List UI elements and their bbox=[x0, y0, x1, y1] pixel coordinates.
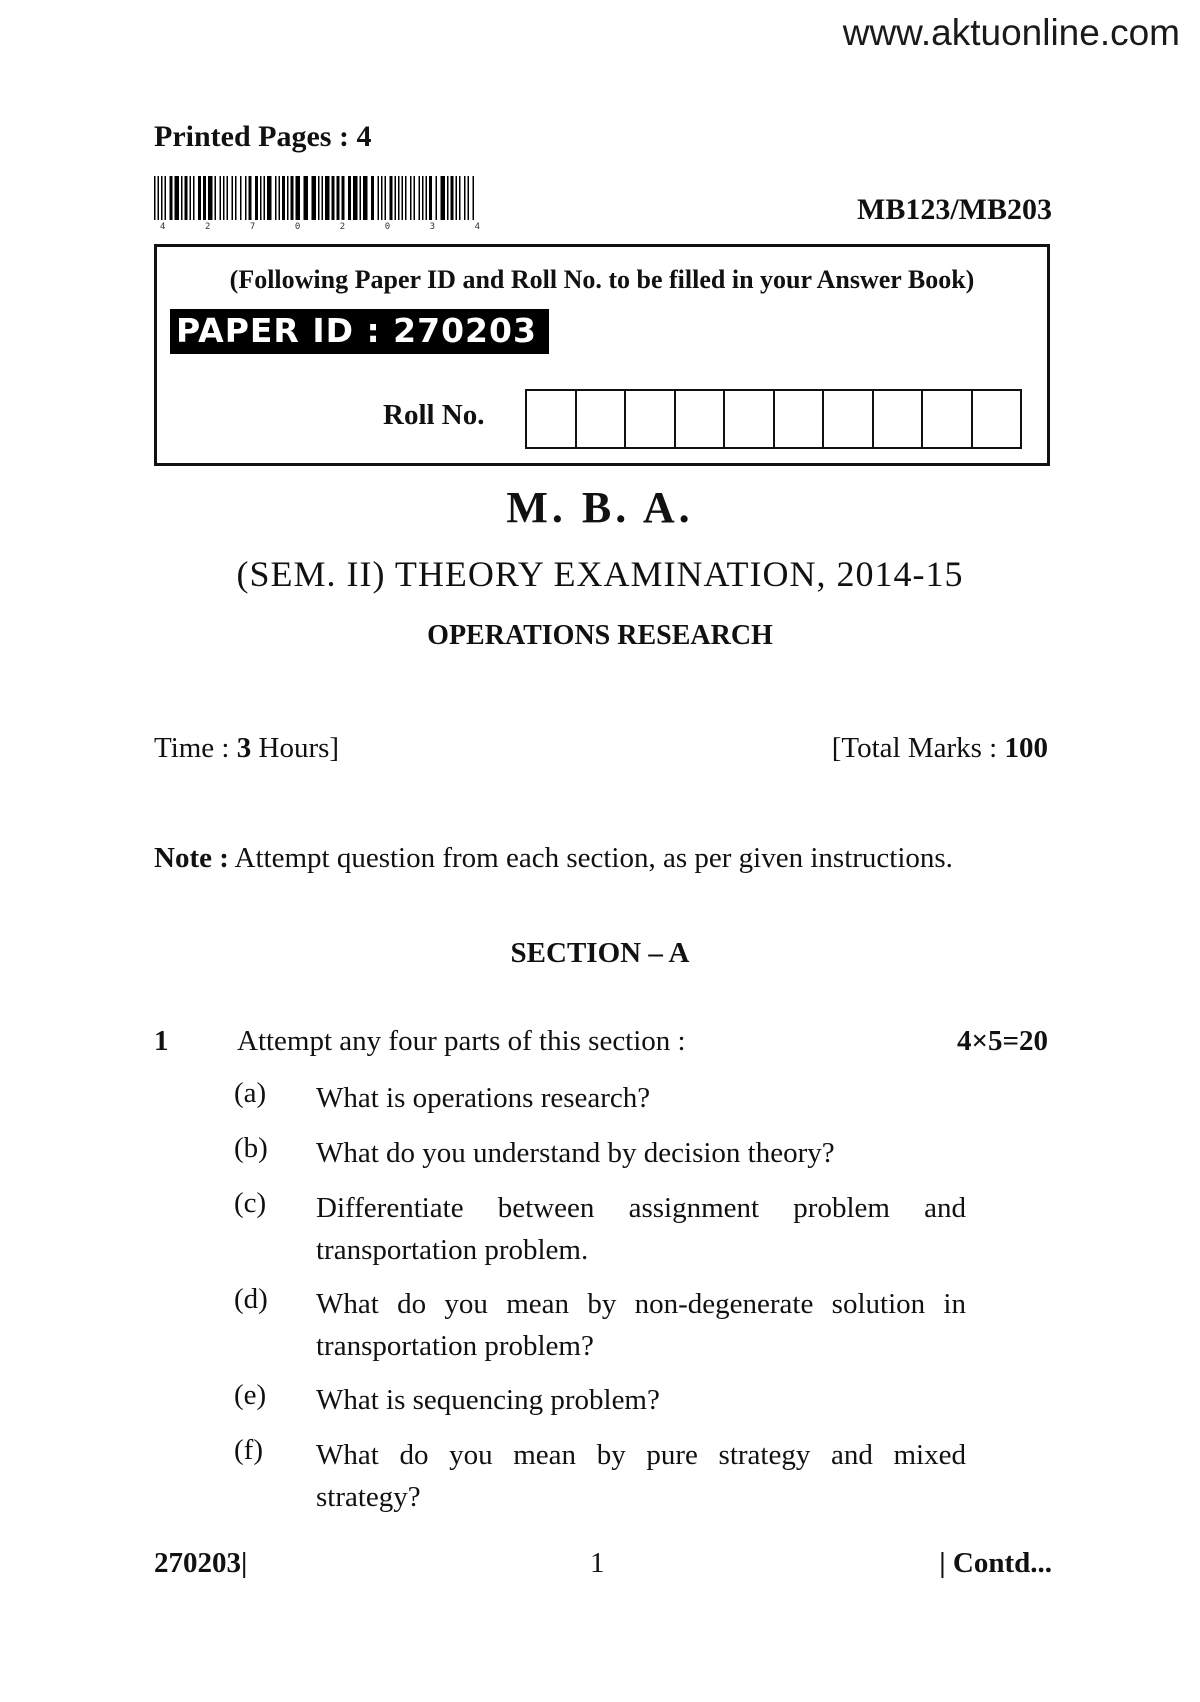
roll-digit-box bbox=[527, 391, 575, 447]
time-suffix: Hours] bbox=[251, 732, 340, 764]
time-value: 3 bbox=[236, 732, 252, 764]
barcode-digit: 3 bbox=[429, 222, 436, 232]
section-heading: SECTION – A bbox=[510, 937, 690, 969]
part-label: (b) bbox=[234, 1132, 268, 1164]
part-label: (e) bbox=[234, 1379, 267, 1411]
part-text: What do you understand by decision theory? bbox=[316, 1137, 835, 1169]
question-instruction: Attempt any four parts of this section : bbox=[237, 1025, 686, 1057]
barcode-digits bbox=[160, 222, 480, 232]
printed-pages: Printed Pages : 4 bbox=[154, 120, 372, 153]
paper-code: MB123/MB203 bbox=[857, 193, 1052, 226]
question-marks: 4×5=20 bbox=[956, 1025, 1048, 1057]
part-label: (d) bbox=[234, 1283, 268, 1315]
part-text: What is sequencing problem? bbox=[316, 1384, 660, 1416]
roll-digit-box bbox=[822, 391, 872, 447]
footer-paper-id: 270203| bbox=[154, 1547, 248, 1579]
part-text: Differentiate between assignment problem and transportation problem. bbox=[316, 1192, 966, 1266]
roll-number-label: Roll No. bbox=[383, 399, 485, 431]
paper-id-label: PAPER ID : 270203 bbox=[170, 309, 549, 354]
continued-label: | Contd... bbox=[939, 1547, 1052, 1579]
roll-digit-box bbox=[872, 391, 922, 447]
roll-number-boxes bbox=[525, 389, 1022, 449]
part-text: What do you mean by non-degenerate solution in transportation problem? bbox=[316, 1288, 966, 1362]
roll-digit-box bbox=[624, 391, 674, 447]
degree-title: M. B. A. bbox=[506, 483, 694, 532]
marks-value: 100 bbox=[1004, 732, 1048, 764]
roll-digit-box bbox=[674, 391, 724, 447]
roll-digit-box bbox=[723, 391, 773, 447]
roll-digit-box bbox=[575, 391, 625, 447]
barcode-digit: 0 bbox=[294, 222, 301, 232]
note bbox=[154, 842, 953, 875]
note-text: Attempt question from each section, as per given instructions. bbox=[228, 842, 953, 874]
question-number: 1 bbox=[154, 1025, 169, 1057]
total-marks bbox=[832, 732, 1048, 765]
barcode-digit: 0 bbox=[384, 222, 391, 232]
page-number: 1 bbox=[590, 1547, 605, 1579]
website-url: www.aktuonline.com bbox=[842, 12, 1180, 53]
part-text: What is operations research? bbox=[316, 1082, 651, 1114]
barcode-digit: 2 bbox=[339, 222, 346, 232]
barcode-digit: 7 bbox=[249, 222, 256, 232]
barcode-digit: 4 bbox=[160, 222, 166, 232]
part-label: (c) bbox=[234, 1187, 267, 1219]
barcode bbox=[154, 176, 480, 220]
answer-book-instruction: (Following Paper ID and Roll No. to be filled in your Answer Book) bbox=[229, 265, 975, 294]
part-text: What do you mean by pure strategy and mixed strategy? bbox=[316, 1439, 966, 1513]
note-label: Note : bbox=[154, 842, 229, 874]
roll-digit-box bbox=[773, 391, 823, 447]
barcode-digit: 2 bbox=[204, 222, 211, 232]
part-label: (a) bbox=[234, 1077, 267, 1109]
roll-digit-box bbox=[971, 391, 1021, 447]
subject-title: OPERATIONS RESEARCH bbox=[427, 620, 773, 651]
time-prefix: Time : bbox=[154, 732, 237, 764]
marks-prefix: [Total Marks : bbox=[831, 732, 1005, 764]
roll-digit-box bbox=[921, 391, 971, 447]
paper-id-box bbox=[154, 244, 1050, 466]
part-label: (f) bbox=[234, 1434, 263, 1466]
barcode-digit: 4 bbox=[474, 222, 480, 232]
time-allowed bbox=[154, 732, 339, 765]
exam-title: (SEM. II) THEORY EXAMINATION, 2014-15 bbox=[236, 554, 964, 594]
